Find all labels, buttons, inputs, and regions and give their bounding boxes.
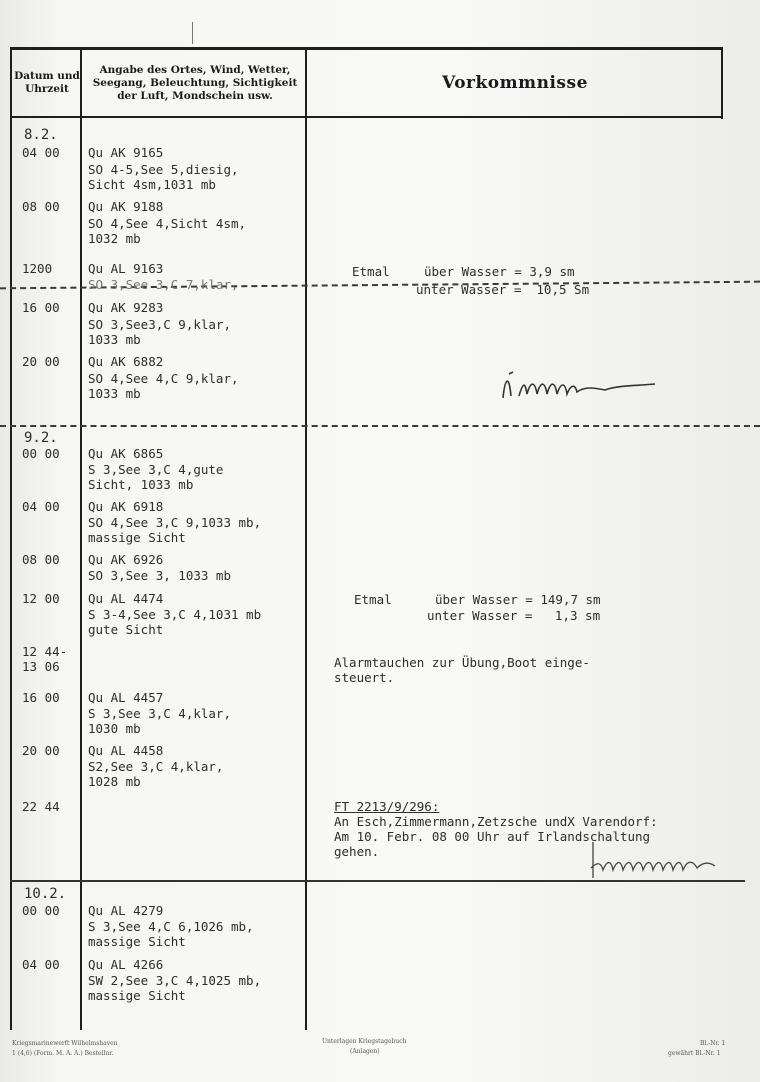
day-date: 9.2. xyxy=(24,430,58,446)
entry-weather: massige Sicht xyxy=(88,934,186,949)
entry-weather: S 3,See 4,C 6,1026 mb, xyxy=(88,919,254,934)
entry-weather: 1030 mb xyxy=(88,721,141,736)
entry-time: 08 00 xyxy=(22,552,60,567)
ft-line: An Esch,Zimmermann,Zetzsche undX Varendorf: xyxy=(334,814,658,829)
entry-weather: Sicht 4sm,1031 mb xyxy=(88,177,216,192)
etmal-ueber-wasser: über Wasser = 149,7 sm xyxy=(435,592,601,607)
footer-left: 1 (4,6) (Form. M. A. A.) Bestellnr. xyxy=(12,1050,114,1057)
entry-weather: massige Sicht xyxy=(88,530,186,545)
entry-position: Qu AK 9165 xyxy=(88,145,164,160)
entry-time-end: 13 06 xyxy=(22,659,60,674)
etmal-unter-wasser: unter Wasser = 10,5 Sm xyxy=(416,282,590,297)
entry-time: 00 00 xyxy=(22,903,60,918)
entry-position: Qu AK 9188 xyxy=(88,199,164,214)
entry-weather: SO 4,See 4,C 9,klar, xyxy=(88,371,239,386)
header-datum-uhrzeit: Datum und Uhrzeit xyxy=(14,70,80,95)
top-tick-mark xyxy=(192,22,193,44)
day-separator-1 xyxy=(0,425,760,427)
entry-time: 00 00 xyxy=(22,446,60,461)
entry-position: Qu AL 4279 xyxy=(88,903,164,918)
entry-weather: Sicht, 1033 mb xyxy=(88,477,194,492)
footer-middle: (Anlagen) xyxy=(350,1048,380,1055)
entry-weather: 1032 mb xyxy=(88,231,141,246)
signature-1 xyxy=(495,368,665,408)
entry-time: 1200 xyxy=(22,261,53,276)
entry-time: 22 44 xyxy=(22,799,60,814)
entry-time: 04 00 xyxy=(22,957,60,972)
day-date: 8.2. xyxy=(24,127,58,143)
entry-weather: SO 3,See 3,C 7,klar, xyxy=(88,277,239,292)
entry-weather: gute Sicht xyxy=(88,622,164,637)
footer-left: Kriegsmarinewerft Wilhelmshaven xyxy=(12,1040,118,1047)
entry-weather: 1033 mb xyxy=(88,386,141,401)
header-angabe: Angabe des Ortes, Wind, Wetter, Seegang, Beleuchtung, Sichtigkeit der Luft, Mondschein usw. xyxy=(92,63,298,102)
ft-line: gehen. xyxy=(334,844,380,859)
entry-position: Qu AL 4457 xyxy=(88,690,164,705)
entry-weather: SO 4,See 3,C 9,1033 mb, xyxy=(88,515,262,530)
entry-position: Qu AK 6926 xyxy=(88,552,164,567)
entry-weather: S 3-4,See 3,C 4,1031 mb xyxy=(88,607,262,622)
entry-weather: S2,See 3,C 4,klar, xyxy=(88,759,224,774)
entry-weather: massige Sicht xyxy=(88,988,186,1003)
entry-weather: 1033 mb xyxy=(88,332,141,347)
header-bottom-border xyxy=(10,116,722,118)
etmal-label: Etmal xyxy=(354,592,392,607)
signature-2 xyxy=(585,838,725,880)
entry-position: Qu AK 6882 xyxy=(88,354,164,369)
entry-position: Qu AK 9283 xyxy=(88,300,164,315)
entry-time: 16 00 xyxy=(22,300,60,315)
header-vorkommnisse: Vorkommnisse xyxy=(442,73,588,93)
entry-position: Qu AL 9163 xyxy=(88,261,164,276)
entry-position: Qu AK 6918 xyxy=(88,499,164,514)
entry-time: 04 00 xyxy=(22,145,60,160)
footer-right: gewährt Bl.-Nr. 1 xyxy=(668,1050,721,1057)
entry-position: Qu AL 4474 xyxy=(88,591,164,606)
entry-time: 04 00 xyxy=(22,499,60,514)
col-divider-1 xyxy=(80,47,82,1030)
alarm-note: steuert. xyxy=(334,670,395,685)
ft-title: FT 2213/9/296: xyxy=(334,799,440,814)
entry-time: 16 00 xyxy=(22,690,60,705)
day-separator-2 xyxy=(10,880,745,882)
entry-weather: S 3,See 3,C 4,klar, xyxy=(88,706,231,721)
entry-time: 20 00 xyxy=(22,743,60,758)
entry-weather: SW 2,See 3,C 4,1025 mb, xyxy=(88,973,262,988)
footer-right: Bl.-Nr. 1 xyxy=(700,1040,726,1047)
footer-middle: Unterlagen Kriegstagebuch xyxy=(322,1038,407,1045)
entry-time: 12 44- xyxy=(22,644,68,659)
etmal-ueber-wasser: über Wasser = 3,9 sm xyxy=(424,264,575,279)
entry-position: Qu AL 4266 xyxy=(88,957,164,972)
entry-weather: SO 3,See 3, 1033 mb xyxy=(88,568,231,583)
left-border xyxy=(10,47,12,1030)
entry-weather: SO 4,See 4,Sicht 4sm, xyxy=(88,216,247,231)
etmal-unter-wasser: unter Wasser = 1,3 sm xyxy=(427,608,601,623)
entry-time: 20 00 xyxy=(22,354,60,369)
alarm-note: Alarmtauchen zur Übung,Boot einge- xyxy=(334,655,590,670)
entry-time: 12 00 xyxy=(22,591,60,606)
etmal-label: Etmal xyxy=(352,264,390,279)
entry-position: Qu AL 4458 xyxy=(88,743,164,758)
entry-position: Qu AK 6865 xyxy=(88,446,164,461)
ft-line: Am 10. Febr. 08 00 Uhr auf Irlandschaltung xyxy=(334,829,651,844)
entry-weather: SO 3,See3,C 9,klar, xyxy=(88,317,231,332)
entry-weather: SO 4-5,See 5,diesig, xyxy=(88,162,239,177)
col-divider-2 xyxy=(305,47,307,1030)
entry-time: 08 00 xyxy=(22,199,60,214)
day-date: 10.2. xyxy=(24,886,67,902)
entry-weather: 1028 mb xyxy=(88,774,141,789)
entry-weather: S 3,See 3,C 4,gute xyxy=(88,462,224,477)
